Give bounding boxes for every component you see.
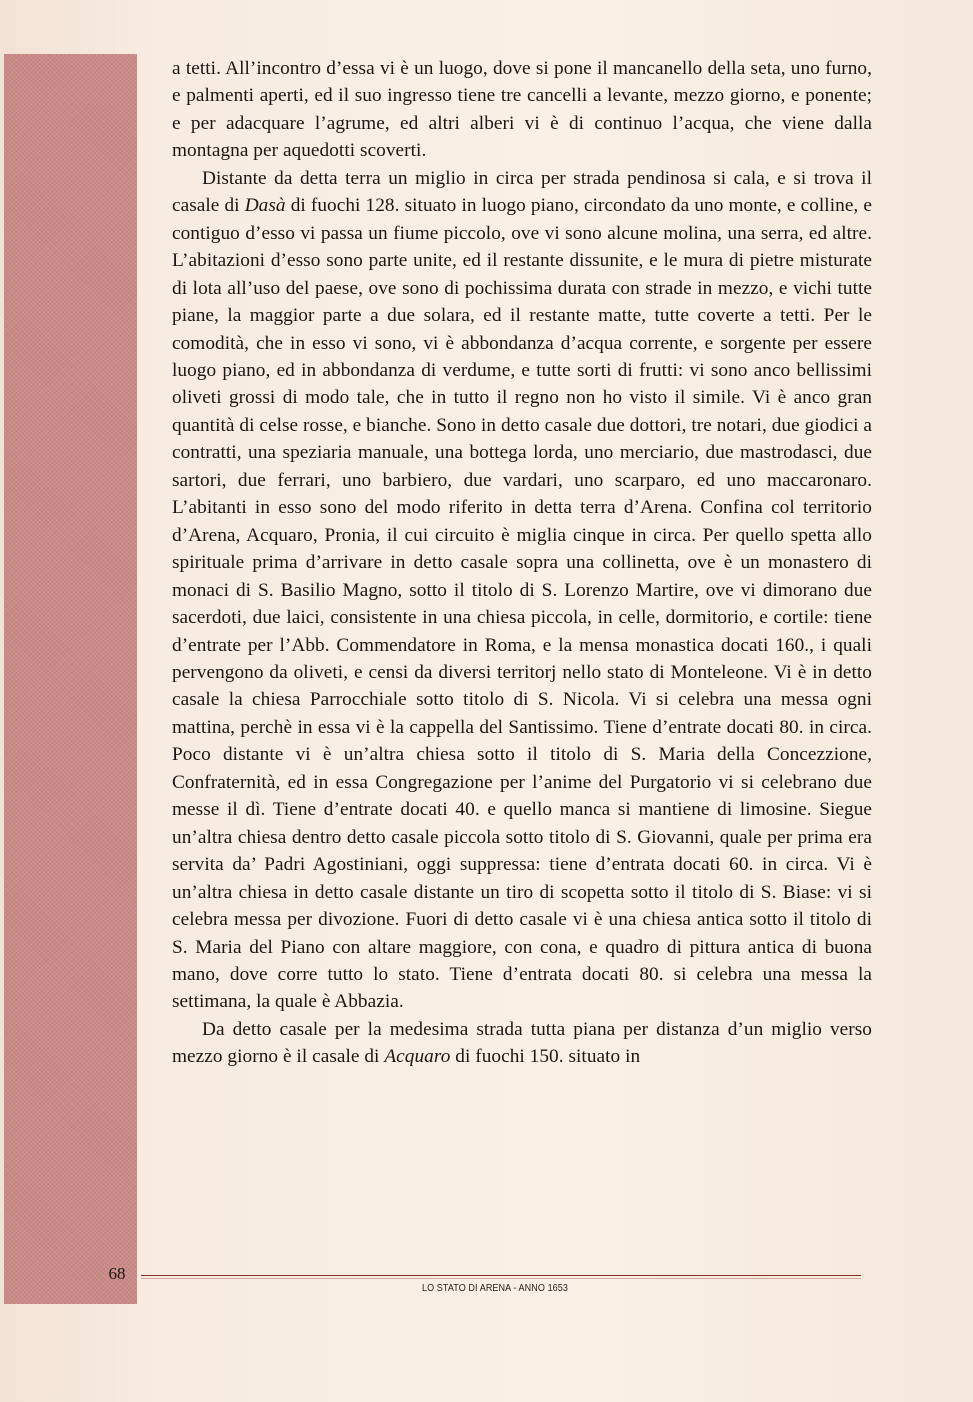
paragraph-1 bbox=[172, 55, 872, 165]
paragraph-2 bbox=[172, 165, 872, 1016]
body-text bbox=[172, 55, 872, 1071]
decorative-margin-band bbox=[4, 54, 137, 1304]
paragraph-3 bbox=[172, 1016, 872, 1071]
text-segment: Da detto casale per la medesima strada tutta piana per distanza d’un miglio verso mezzo giorno è il casale di bbox=[172, 1018, 872, 1068]
page-number: 68 bbox=[108, 1264, 126, 1283]
footer-rule bbox=[141, 1275, 861, 1276]
text-segment: Distante da detta terra un miglio in circa per strada pendinosa si cala, e si trova il casale di bbox=[172, 167, 872, 217]
place-name-dasa: Dasà bbox=[244, 195, 286, 217]
text-segment: a tetti. All’incontro d’essa vi è un luogo, dove si pone il mancanello della seta, uno furno, e palmenti aperti, ed il suo ingresso tiene tre cancelli a levante, mezzo giorno, e ponente; e per adacquare l’agrume, ed altri alberi vi è di continuo l’acqua, che viene dalla montagna per aquedotti scoverti. bbox=[172, 58, 872, 162]
footer-rule-shadow bbox=[141, 1278, 861, 1279]
running-footer: LO STATO DI ARENA - ANNO 1653 bbox=[421, 1282, 569, 1294]
place-name-acquaro: Acquaro bbox=[384, 1046, 451, 1068]
text-segment: di fuochi 128. situato in luogo piano, circondato da uno monte, e colline, e contiguo d’esso vi passa un fiume piccolo, ove vi sono alcune molina, una serra, ed altre. L’abitazioni d’esso sono parte unite, ed il restante dissunite, e le mura di pietre misturate di lota all’uso del paese, ove sono di pochissima durata con strade in mezzo, e vichi tutte piane, la maggior parte a due solara, ed il restante matte, tutte coverte a tetti. Per le comodità, che in esso vi sono, vi è abbondanza d’acqua corrente, e sorgente per essere luogo piano, ed in abbondanza di verdume, e tutte sorti di frutti: vi sono anco bellissimi oliveti grossi di modo tale, che in tutto il regno non ho visto il simile. Vi è anco gran quantità di celse rosse, e bianche. Sono in detto casale due dottori, tre notari, due giodici a contratti, una speziaria manuale, una bottega lorda, uno merciario, due mastrodasci, due sartori, due ferrari, uno barbiero, due vardari, uno scarparo, ed uno maccaronaro. L’abitanti in esso sono del modo riferito in detta terra d’Arena. Confina col territorio d’Arena, Acquaro, Pronia, il cui circuito è miglia cinque in circa. Per quello spetta allo spirituale prima d’arrivare in detto casale sopra una collinetta, ove è un monastero di monaci di S. Basilio Magno, sotto il titolo di S. Lorenzo Martire, ove vi dimorano due sacerdoti, due laici, consistente in una chiesa piccola, in celle, dormitorio, e cortile: tiene d’entrate per l’Abb. Commendatore in Roma, e la mensa monastica docati 160., i quali pervengono da oliveti, e censi da diversi territorj nello stato di Monteleone. Vi è in detto casale la chiesa Parrocchiale sotto titolo di S. Nicola. Vi si celebra una messa ogni mattina, perchè in essa vi è la cappella del Santissimo. Tiene d’entrate docati 80. in circa. Poco distante vi è un’altra chiesa sotto il titolo di S. Maria della Concezzione, Confraternità, ed in essa Congregazione per l’anime del Purgatorio vi si celebrano due messe il dì. Tiene d’entrate docati 40. e quello manca si mantiene di limosine. Siegue un’altra chiesa dentro detto casale piccola sotto titolo di S. Giovanni, quale per prima era servita da’ Padri Agostiniani, oggi suppressa: tiene d’entrata docati 60. in circa. Vi è un’altra chiesa in detto casale distante un tiro di scopetta sotto il titolo di S. Biase: vi si celebra messa per divozione. Fuori di detto casale vi è una chiesa antica sotto il titolo di S. Maria del Piano con altare maggiore, con cona, e quadro di pittura antica di buona mano, dove corre tutto lo stato. Tiene d’entrata docati 80. si celebra una messa la settimana, la quale è Abbazia. bbox=[172, 195, 872, 1013]
text-segment: di fuochi 150. situato in bbox=[450, 1046, 641, 1068]
